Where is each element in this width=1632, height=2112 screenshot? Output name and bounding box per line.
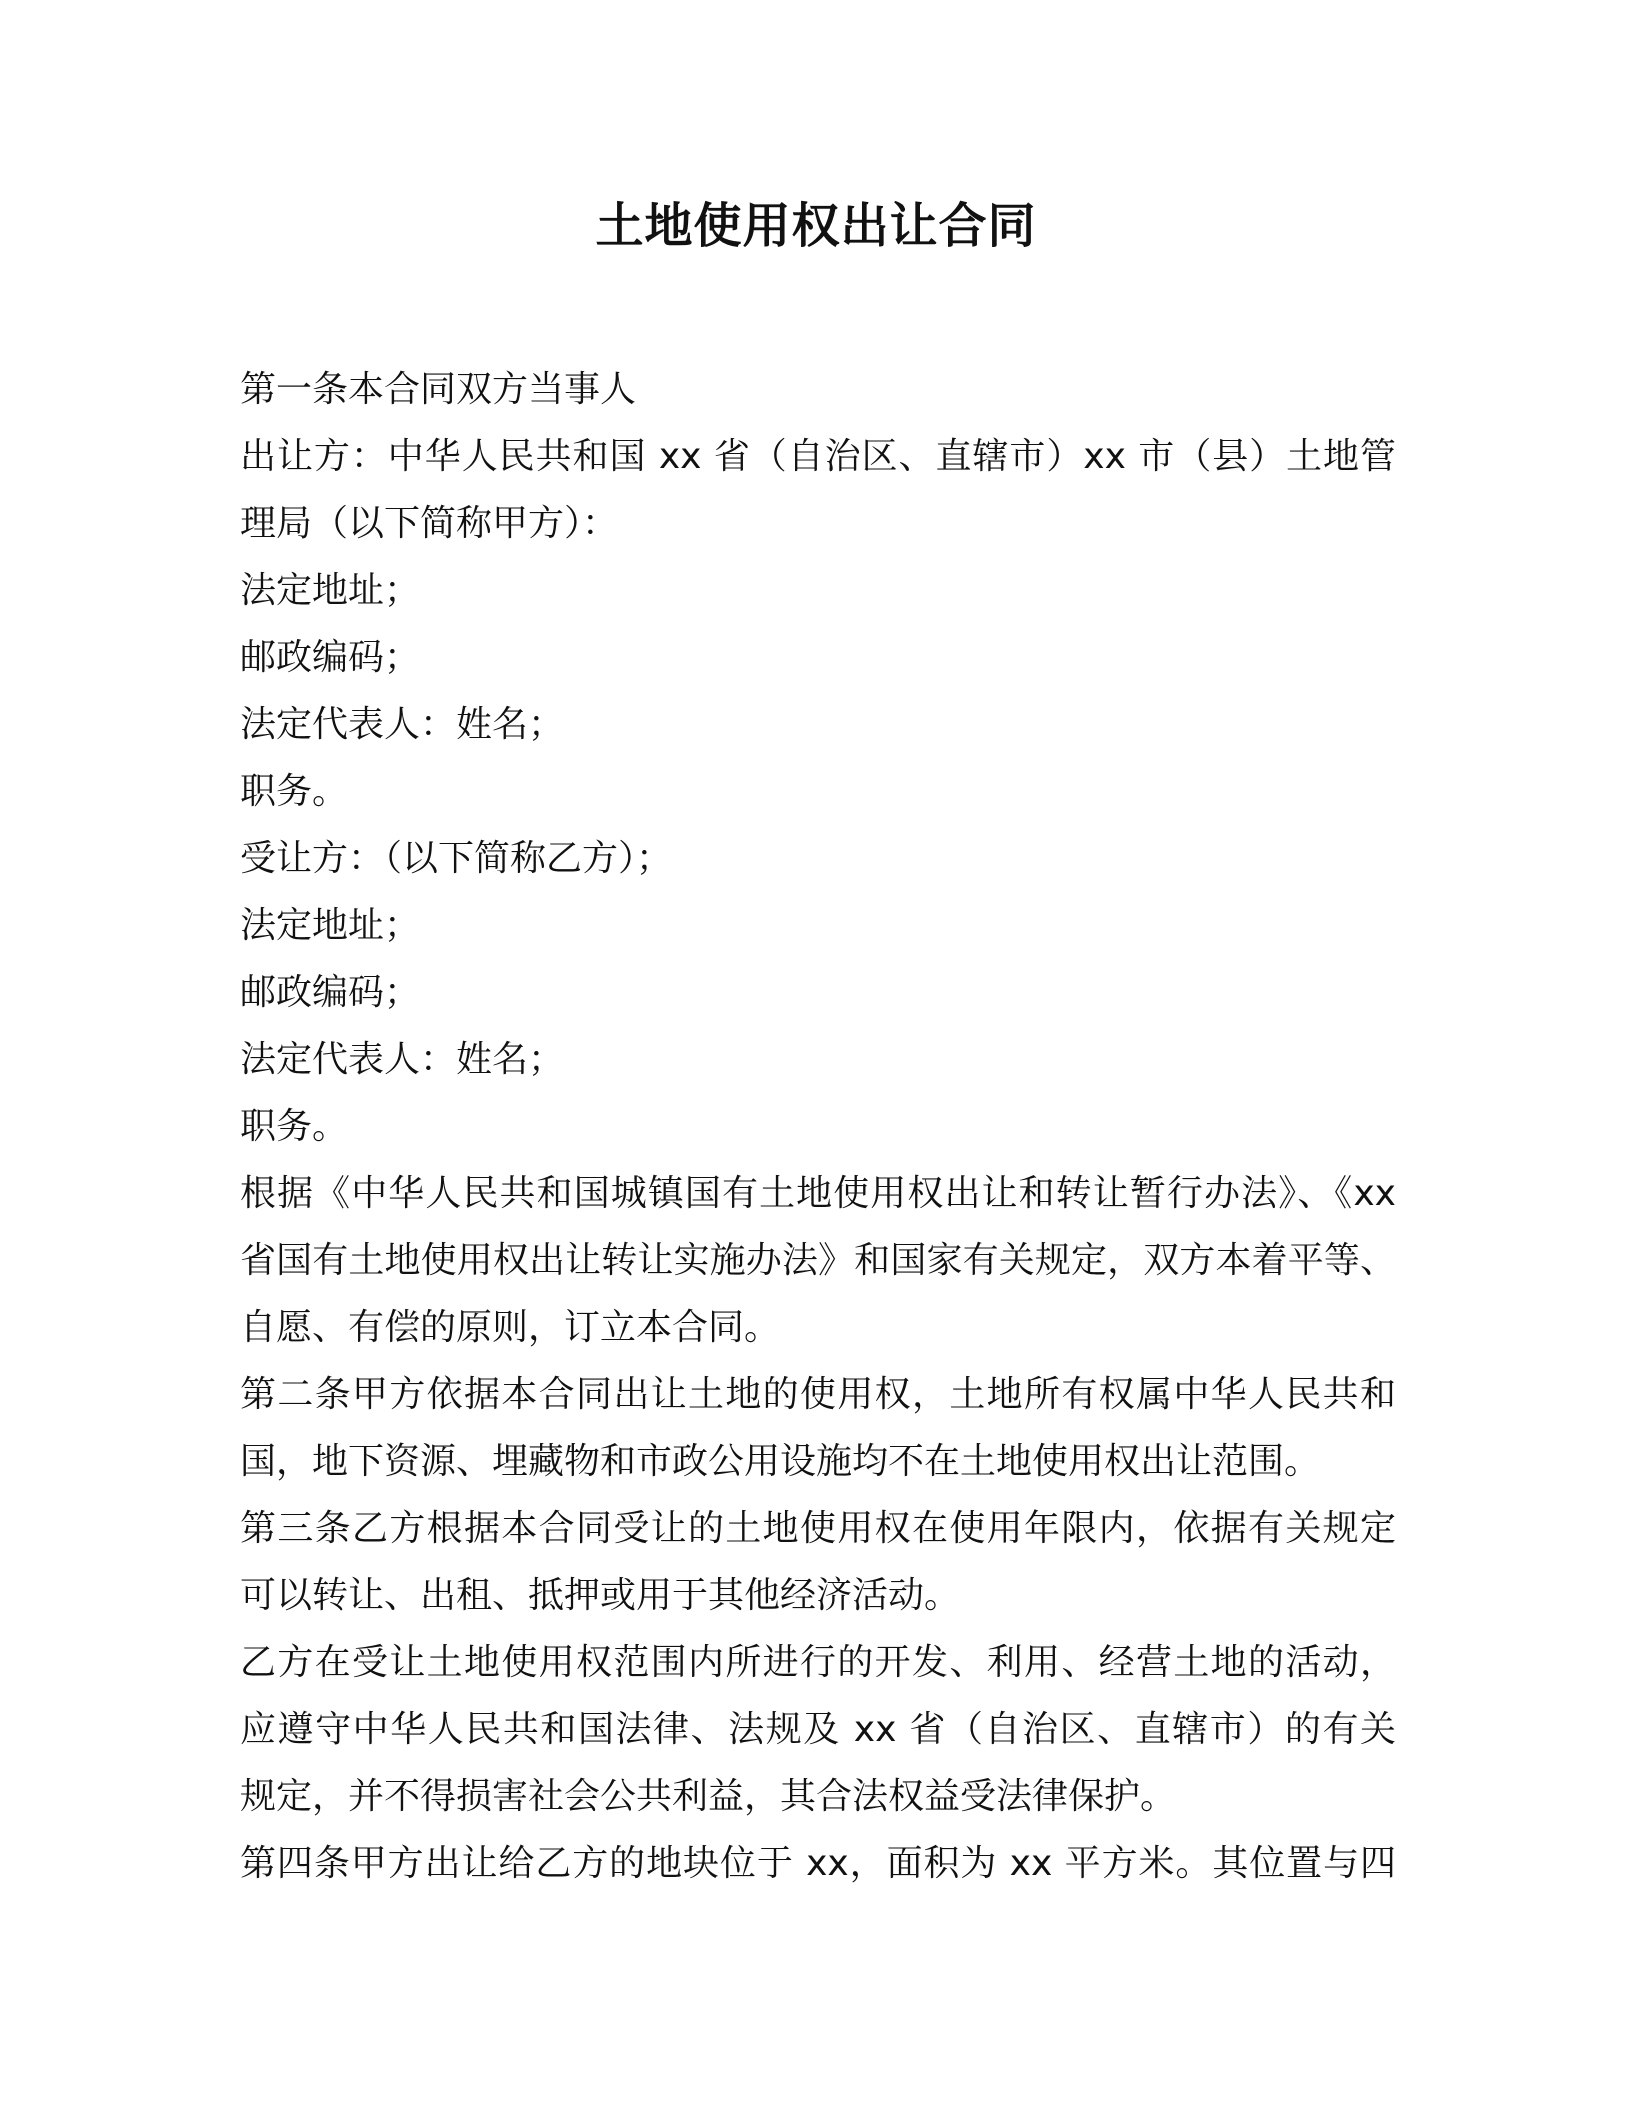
text-line: 第三条乙方根据本合同受让的土地使用权在使用年限内，依据有关规定 <box>240 1508 1396 1549</box>
text-line: 根据《中华人民共和国城镇国有土地使用权出让和转让暂行办法》、《xx <box>240 1173 1396 1214</box>
text-line: 法定地址； <box>240 570 421 611</box>
document-body <box>240 356 1396 1897</box>
text-line: 法定代表人：姓名； <box>240 1039 565 1080</box>
text-line: 出让方：中华人民共和国 xx 省（自治区、直辖市）xx 市（县）土地管 <box>240 436 1396 477</box>
text-line: 第一条本合同双方当事人 <box>240 369 637 410</box>
text-line: 规定，并不得损害社会公共利益，其合法权益受法律保护。 <box>240 1776 1177 1817</box>
text-line: 自愿、有偿的原则，订立本合同。 <box>240 1307 781 1348</box>
text-line: 职务。 <box>240 771 349 812</box>
text-line: 法定代表人：姓名； <box>240 704 565 745</box>
document-title: 土地使用权出让合同 <box>595 198 1037 254</box>
text-line: 应遵守中华人民共和国法律、法规及 xx 省（自治区、直辖市）的有关 <box>240 1709 1396 1750</box>
text-line: 职务。 <box>240 1106 349 1147</box>
text-line: 邮政编码； <box>240 972 421 1013</box>
text-line: 国，地下资源、埋藏物和市政公用设施均不在土地使用权出让范围。 <box>240 1441 1321 1482</box>
text-line: 邮政编码； <box>240 637 421 678</box>
text-line: 省国有土地使用权出让转让实施办法》和国家有关规定，双方本着平等、 <box>240 1240 1396 1281</box>
text-line: 第四条甲方出让给乙方的地块位于 xx，面积为 xx 平方米。其位置与四 <box>240 1843 1396 1884</box>
text-line: 乙方在受让土地使用权范围内所进行的开发、利用、经营土地的活动， <box>240 1642 1396 1683</box>
text-line: 受让方：（以下简称乙方）； <box>240 838 673 879</box>
text-line: 法定地址； <box>240 905 421 946</box>
text-line: 可以转让、出租、抵押或用于其他经济活动。 <box>240 1575 961 1616</box>
text-line: 第二条甲方依据本合同出让土地的使用权，土地所有权属中华人民共和 <box>240 1374 1396 1415</box>
text-line: 理局（以下简称甲方）： <box>240 503 619 544</box>
